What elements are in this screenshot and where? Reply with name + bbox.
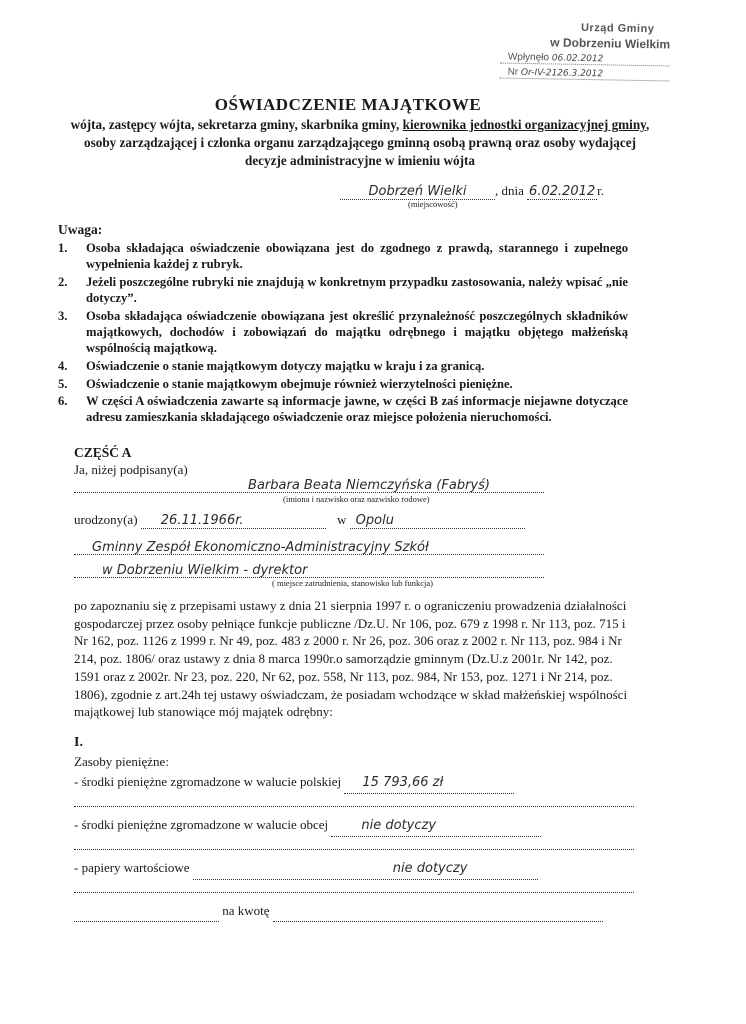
note-item xyxy=(58,376,628,392)
subtitle-part-1: wójta, zastępcy wójta, sekretarza gminy, skarbnika gminy, xyxy=(70,117,403,132)
note-text: Osoba składająca oświadczenie obowiązana jest określić przynależność poszczególnych składników majątkowych, dochodów i zobowiązań do majątku odrębnego i majątku objętego małżeńską wspólnością majątkową. xyxy=(86,308,628,356)
birth-place-value: Opolu xyxy=(355,513,394,528)
pln-label: - środki pieniężne zgromadzone w walucie polskiej xyxy=(74,774,342,789)
note-text: Oświadczenie o stanie majątkowym obejmuje również wierzytelności pieniężne. xyxy=(86,376,513,391)
foreign-field[interactable] xyxy=(331,815,541,837)
name-value: Barbara Beata Niemczyńska (Fabryś) xyxy=(248,478,490,493)
subtitle-part-2: , osoby zarządzającej i członka organu zarządzającego gminną osobą prawną oraz osoby wydającej decyzje administracyjne w imieniu wójta xyxy=(84,117,650,168)
stamp-number xyxy=(500,67,670,82)
place-field[interactable] xyxy=(340,183,495,200)
workplace-field-1[interactable] xyxy=(74,538,544,555)
foreign-label: - środki pieniężne zgromadzone w walucie obcej xyxy=(74,817,329,832)
note-item xyxy=(58,358,628,374)
stamp-town: w Dobrzeniu Wielkim xyxy=(550,35,671,52)
pln-value: 15 793,66 zł xyxy=(362,775,444,790)
securities-field[interactable] xyxy=(193,858,538,880)
birth-row xyxy=(74,512,525,529)
workplace-value-2: w Dobrzeniu Wielkim - dyrektor xyxy=(102,563,308,578)
note-text: Jeżeli poszczególne rubryki nie znajdują w konkretnym przypadku zastosowania, należy wpisać „nie dotyczy”. xyxy=(86,274,628,306)
born-in-label: w xyxy=(337,512,347,527)
note-text: W części A oświadczenia zawarte są informacje jawne, w części B zaś informacje niejawne dotyczące adresu zamieszkania składającego oświadczenie oraz miejsce położenia nieruchomości. xyxy=(86,394,628,425)
place-date-line xyxy=(340,183,640,200)
note-item xyxy=(58,308,628,357)
subtitle-underlined: kierownika jednostki organizacyjnej gminy xyxy=(402,117,647,132)
pln-field[interactable] xyxy=(344,772,514,794)
stamp-office: Urząd Gminy xyxy=(580,21,655,36)
note-item xyxy=(58,393,628,426)
note-number: 3. xyxy=(58,308,68,323)
notes-heading: Uwaga: xyxy=(58,222,103,237)
securities-row xyxy=(74,858,634,880)
legal-paragraph: po zapoznaniu się z przepisami ustawy z dnia 21 sierpnia 1997 r. o ograniczeniu prowadzenia działalności gospodarczej przez osoby pełniące funkcje publiczne /Dz.U. Nr 106, poz. 679 z 1998 r. Nr 113, poz. 715 i Nr 162, poz. 1126 z 1999 r. Nr 49, poz. 483 z 2000 r. Nr 26, poz. 306 oraz z 2002 r. Nr 113, poz. 984 i Nr 214, poz. 1806/ oraz ustawy z dnia 8 marca 1990r.o samorządzie gminnym (Dz.U.z 2001r. Nr 142, poz. 1591 oraz z 2002r. Nr 23, poz. 220, Nr 62, poz. 558, Nr 113, poz. 984, Nr 153, poz. 1271 i Nr 214, poz. 1806), zgodnie z art.24h tej ustawy oświadczam, że posiadam wchodzące w skład małżeńskiej wspólności majątkowej lub stanowiące mój majątek odrębny: xyxy=(74,598,628,720)
note-number: 1. xyxy=(58,241,68,255)
note-item xyxy=(58,240,628,273)
amount-label: na kwotę xyxy=(222,903,270,918)
date-field[interactable] xyxy=(527,183,597,200)
name-field[interactable] xyxy=(74,476,544,493)
stamp-received-label: Wpłynęło xyxy=(507,51,550,64)
securities-value: nie dotyczy xyxy=(392,861,468,876)
note-number: 6. xyxy=(58,394,68,409)
born-label: urodzony(a) xyxy=(74,512,138,527)
notes-list xyxy=(58,240,628,427)
place-value: Dobrzeń Wielki xyxy=(368,184,467,199)
workplace-field-2[interactable] xyxy=(74,561,544,578)
section-number: I. xyxy=(74,735,83,750)
note-number: 2. xyxy=(58,274,68,289)
foreign-row xyxy=(74,815,634,837)
blank-line xyxy=(74,837,634,850)
document-title: OŚWIADCZENIE MAJĄTKOWE xyxy=(214,95,482,114)
pln-row xyxy=(74,772,634,794)
stamp-received-value: 06.02.2012 xyxy=(551,53,604,65)
note-number: 4. xyxy=(58,358,68,373)
birth-date-value: 26.11.1966r. xyxy=(160,513,244,528)
part-a-heading: CZĘŚĆ A xyxy=(74,445,132,460)
name-caption: (imiona i nazwisko oraz nazwisko rodowe) xyxy=(283,494,430,504)
note-text: Oświadczenie o stanie majątkowym dotyczy majątku w kraju i za granicą. xyxy=(86,358,485,373)
note-item xyxy=(58,274,628,307)
blank-line xyxy=(74,880,634,893)
workplace-caption: ( miejsce zatrudnienia, stanowisko lub funkcja) xyxy=(272,578,433,588)
signed-label: Ja, niżej podpisany(a) xyxy=(74,462,188,477)
amount-row xyxy=(74,901,634,922)
stamp-received xyxy=(500,52,670,67)
blank-line xyxy=(74,794,634,807)
note-text: Osoba składająca oświadczenie obowiązana jest do zgodnego z prawdą, starannego i zupełnego wypełnienia każdej z rubryk. xyxy=(86,241,628,272)
birth-place-field[interactable] xyxy=(350,512,525,529)
cash-assets-section xyxy=(74,752,634,922)
birth-date-field[interactable] xyxy=(141,512,326,529)
foreign-value: nie dotyczy xyxy=(361,818,437,833)
securities-label: - papiery wartościowe xyxy=(74,860,190,875)
receipt-stamp xyxy=(500,21,671,82)
date-suffix: r. xyxy=(597,183,605,198)
amount-field[interactable] xyxy=(273,901,603,922)
date-value: 6.02.2012 xyxy=(529,184,596,199)
workplace-value-1: Gminny Zespół Ekonomiczno-Administracyjny Szkół xyxy=(92,540,429,555)
date-label: , dnia xyxy=(495,183,524,198)
amount-prefix-line xyxy=(74,901,219,922)
cash-heading: Zasoby pieniężne: xyxy=(74,754,169,769)
place-caption: (miejscowość) xyxy=(408,199,458,209)
note-number: 5. xyxy=(58,376,68,391)
document-subtitle xyxy=(70,116,650,170)
stamp-number-label: Nr xyxy=(507,66,519,78)
stamp-number-value: Or-IV-2126.3.2012 xyxy=(520,67,604,80)
